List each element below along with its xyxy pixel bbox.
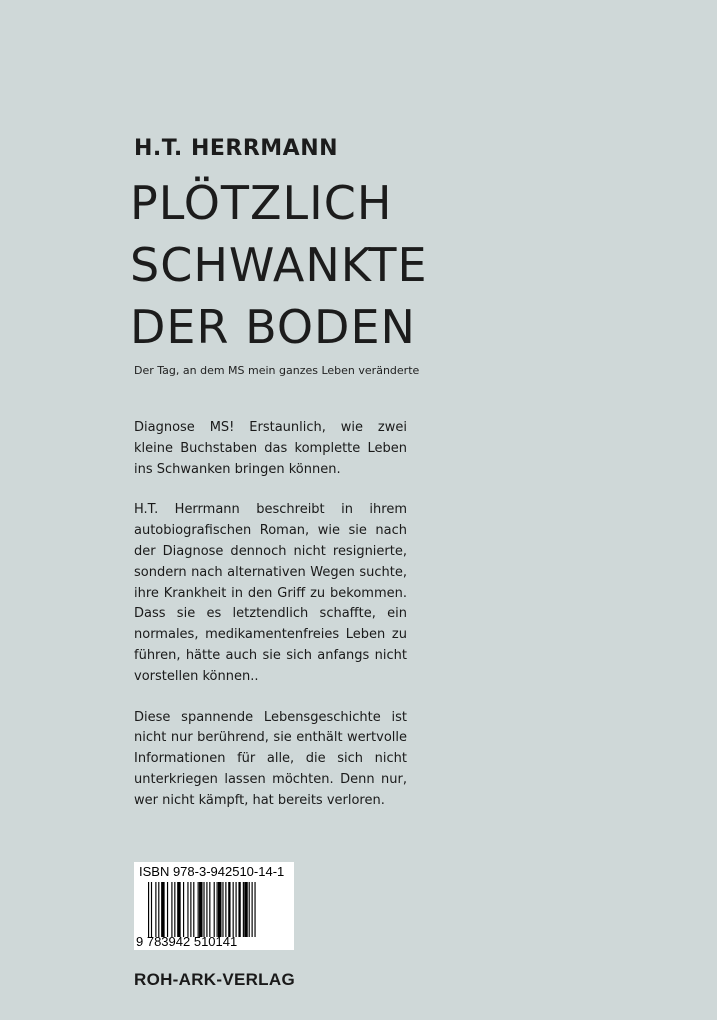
barcode-bar	[187, 882, 188, 937]
barcode-bar	[171, 882, 172, 937]
barcode-bar	[238, 882, 240, 937]
title-line-3: DER BODEN	[130, 300, 416, 354]
barcode-bar	[198, 882, 199, 937]
barcode-digits: 9 783942 510141	[136, 934, 238, 949]
barcode-bar	[254, 882, 255, 937]
isbn-barcode	[134, 862, 294, 950]
title-line-1: PLÖTZLICH	[130, 176, 393, 230]
barcode-bar	[174, 882, 175, 937]
author-name: H.T. HERRMANN	[134, 136, 339, 161]
barcode-bar	[243, 882, 244, 937]
isbn-label: ISBN 978-3-942510-14-1	[139, 864, 285, 879]
barcode-bar	[199, 882, 203, 937]
barcode-bar	[209, 882, 210, 937]
barcode-bar	[167, 882, 168, 937]
barcode-bar	[193, 882, 194, 937]
barcode-bar	[155, 882, 156, 937]
barcode-bar	[244, 882, 248, 937]
barcode-bar	[151, 882, 152, 937]
barcode-bar	[177, 882, 181, 937]
title-line-2: SCHWANKTE	[130, 238, 428, 292]
barcode-bar	[148, 882, 149, 937]
blurb-paragraph-1: Diagnose MS! Erstaunlich, wie zwei kleine Buchstaben das komplette Leben ins Schwanken bringen können.	[134, 420, 407, 477]
barcode-bar	[218, 882, 222, 937]
blurb-text	[134, 418, 407, 832]
barcode-bars	[148, 882, 288, 937]
barcode-bar	[252, 882, 253, 937]
barcode-bar	[161, 882, 165, 937]
barcode-bar	[249, 882, 250, 937]
barcode-bar	[214, 882, 215, 937]
publisher-name: ROH-ARK-VERLAG	[134, 970, 295, 989]
barcode-bar	[222, 882, 223, 937]
blurb-paragraph-2: H.T. Herrmann beschreibt in ihrem autobiografischen Roman, wie sie nach der Diagnose dennoch nicht resignierte, sondern nach alternativen Wegen suchte, ihre Krankheit in den Griff zu bekommen. Dass sie es letztendlich schaffte, ein normales, medikamentenfreies Leben zu führen, hätte auch sie sich anfangs nicht vorstellen können..	[134, 502, 407, 684]
book-title	[130, 172, 650, 358]
barcode-bar	[203, 882, 204, 937]
barcode-bar	[206, 882, 207, 937]
barcode-bar	[183, 882, 184, 937]
blurb-paragraph-3: Diese spannende Lebensgeschichte ist nicht nur berührend, sie enthält wertvolle Informationen für alle, die sich nicht unterkriegen lassen möchten. Denn nur, wer nicht kämpft, hat bereits verloren.	[134, 709, 407, 808]
book-subtitle: Der Tag, an dem MS mein ganzes Leben veränderte	[134, 364, 420, 377]
barcode-bar	[217, 882, 218, 937]
barcode-bar	[158, 882, 159, 937]
barcode-bar	[190, 882, 191, 937]
barcode-bar	[228, 882, 230, 937]
barcode-bar	[225, 882, 226, 937]
barcode-bar	[236, 882, 237, 937]
barcode-bar	[233, 882, 234, 937]
